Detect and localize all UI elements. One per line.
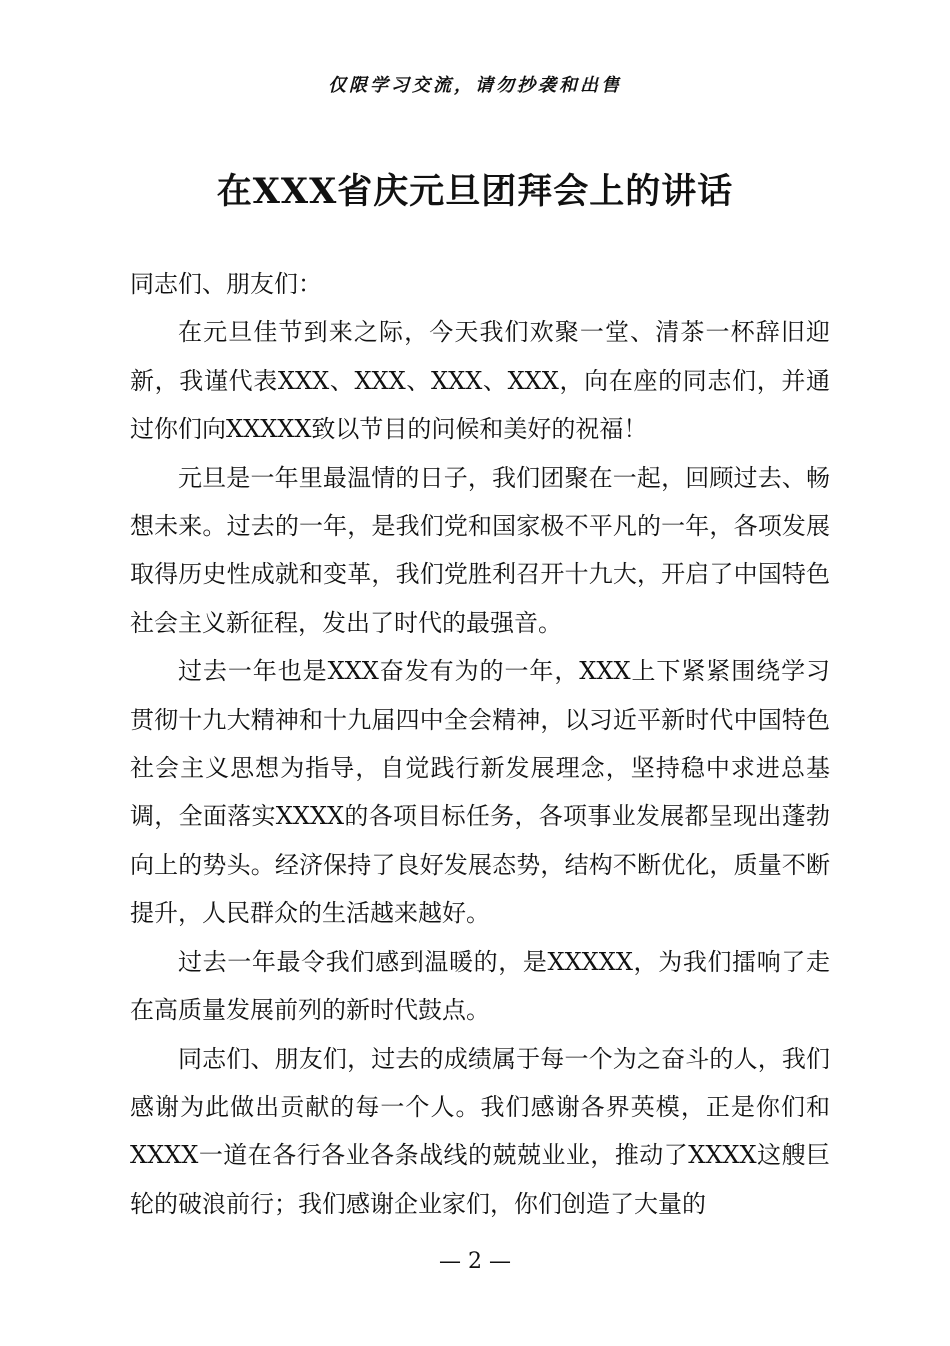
paragraph: 同志们、朋友们，过去的成绩属于每一个为之奋斗的人，我们感谢为此做出贡献的每一个人。我们感谢各界英模，正是你们和XXXX一道在各行各业各条战线的兢兢业业，推动了XXXX这艘巨轮的破浪前行；我们感谢企业家们，你们创造了大量的 <box>130 1044 830 1218</box>
salutation: 同志们、朋友们： <box>130 270 322 298</box>
copyright-notice: 仅限学习交流，请勿抄袭和出售 <box>328 75 622 96</box>
paragraph: 过去一年也是XXX奋发有为的一年，XXX上下紧紧围绕学习贯彻十九大精神和十九届四中全会精神，以习近平新时代中国特色社会主义思想为指导，自觉践行新发展理念，坚持稳中求进总基调，全面落实XXXX的各项目标任务，各项事业发展都呈现出蓬勃向上的势头。经济保持了良好发展态势，结构不断优化，质量不断提升，人民群众的生活越来越好。 <box>130 657 830 928</box>
paragraph: 元旦是一年里最温情的日子，我们团聚在一起，回顾过去、畅想未来。过去的一年，是我们党和国家极不平凡的一年，各项发展取得历史性成就和变革，我们党胜利召开十九大，开启了中国特色社会主义新征程，发出了时代的最强音。 <box>130 463 830 637</box>
page-number: — 2 — <box>439 1249 511 1274</box>
paragraph: 在元旦佳节到来之际，今天我们欢聚一堂、清茶一杯辞旧迎新，我谨代表XXX、XXX、XXX、XXX，向在座的同志们，并通过你们向XXXXX致以节目的问候和美好的祝福！ <box>130 318 830 444</box>
document-body <box>130 260 830 1228</box>
document-title: 在XXX省庆元旦团拜会上的讲话 <box>216 171 734 212</box>
paragraph: 过去一年最令我们感到温暖的，是XXXXX，为我们擂响了走在高质量发展前列的新时代鼓点。 <box>130 947 830 1025</box>
